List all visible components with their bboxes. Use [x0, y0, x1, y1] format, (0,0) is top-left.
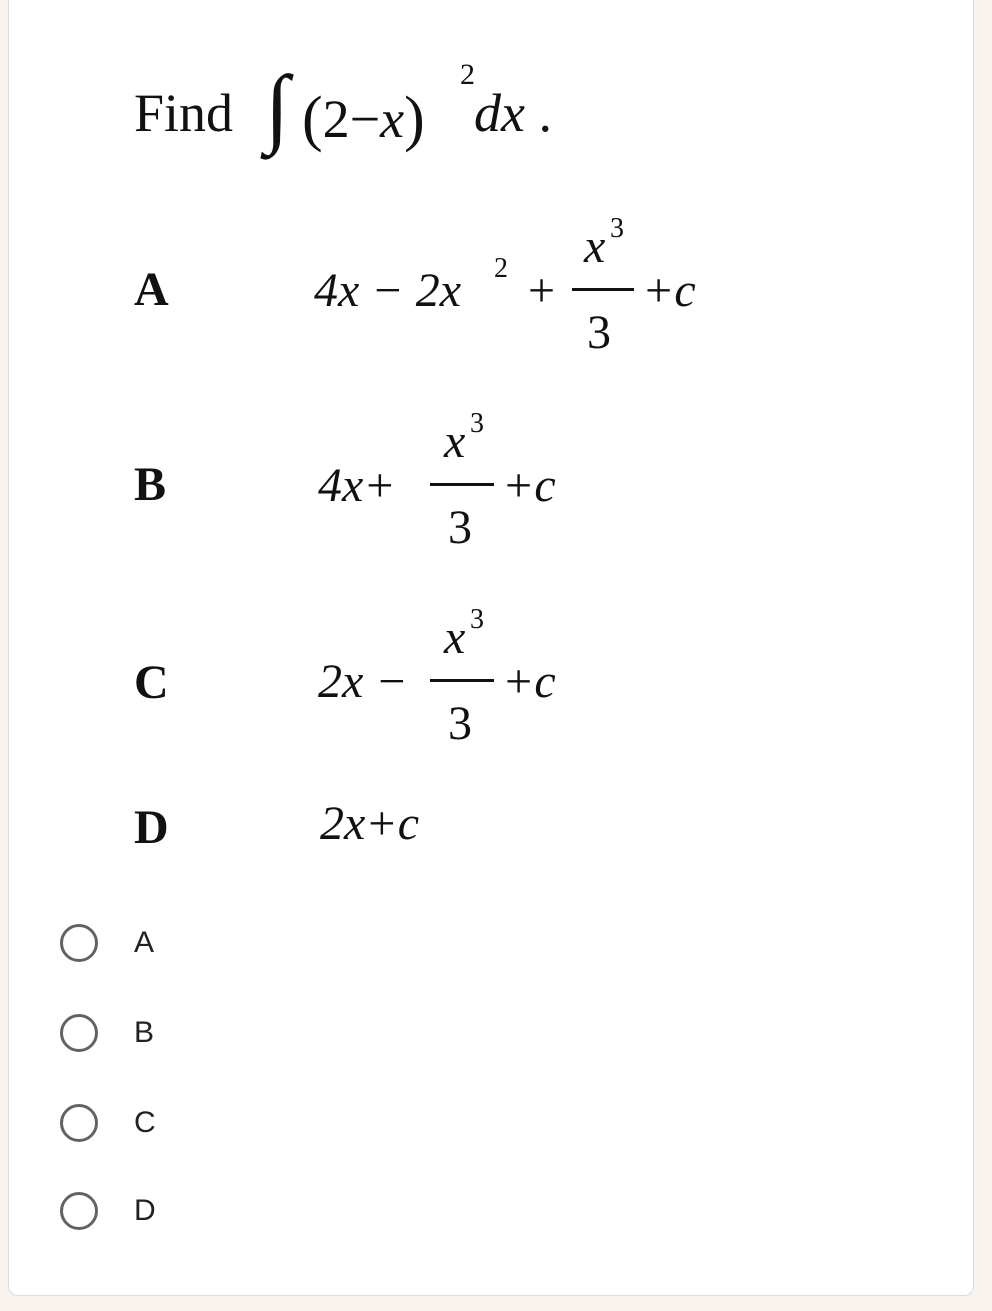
option-letter-a: A: [134, 263, 169, 316]
integrand-exponent: 2: [460, 58, 475, 91]
option-b-term: 4x+: [318, 459, 396, 512]
choice-d-label: D: [134, 1194, 156, 1227]
radio-c[interactable]: [60, 1104, 98, 1142]
option-b-tail: +c: [502, 459, 556, 512]
radio-b[interactable]: [60, 1014, 98, 1052]
option-a-fraction-bar: [572, 288, 634, 291]
option-c-term: 2x −: [318, 655, 408, 708]
option-b-fraction-bar: [430, 483, 494, 486]
option-b-expression: [318, 408, 618, 554]
question-period: .: [538, 83, 552, 143]
option-c-numerator: x: [444, 611, 466, 664]
choice-c-label: C: [134, 1106, 156, 1139]
option-b-denominator: 3: [448, 501, 472, 554]
integrand-x: x: [380, 89, 405, 149]
option-c-tail: +c: [502, 655, 556, 708]
integrand-minus: −: [349, 89, 381, 149]
question-tail: [474, 83, 552, 143]
option-b-numerator: x: [444, 415, 466, 468]
open-paren: (: [302, 85, 323, 153]
option-letter-b: B: [134, 458, 167, 511]
option-a-denominator: 3: [587, 306, 611, 359]
question-prefix: Find: [134, 83, 234, 143]
option-d-expression: [320, 797, 520, 860]
option-c-numerator-sup: 3: [470, 604, 484, 635]
differential: dx: [474, 83, 525, 143]
choice-b-label: B: [134, 1016, 155, 1049]
option-d-term: 2x+c: [320, 797, 419, 850]
option-c-expression: [318, 604, 618, 750]
radio-d[interactable]: [60, 1192, 98, 1230]
radio-a[interactable]: [60, 924, 98, 962]
option-a-numerator-sup: 3: [610, 213, 624, 244]
integral-sign: ∫: [265, 59, 290, 156]
integrand: [302, 85, 425, 153]
option-c-fraction-bar: [430, 679, 494, 682]
option-a-tail: +c: [642, 264, 696, 317]
option-letter-d: D: [134, 801, 169, 854]
option-a-numerator: x: [584, 220, 606, 273]
option-letter-c: C: [134, 656, 169, 709]
option-a-term-sup: 2: [494, 253, 508, 284]
integrand-two: 2: [322, 89, 350, 149]
option-b-numerator-sup: 3: [470, 408, 484, 439]
option-a-plus: +: [528, 264, 556, 317]
option-a-term: 4x − 2x: [314, 264, 461, 317]
choice-a-label: A: [134, 926, 155, 959]
close-paren: ): [404, 85, 425, 153]
option-a-expression: [314, 213, 734, 359]
option-c-denominator: 3: [448, 697, 472, 750]
